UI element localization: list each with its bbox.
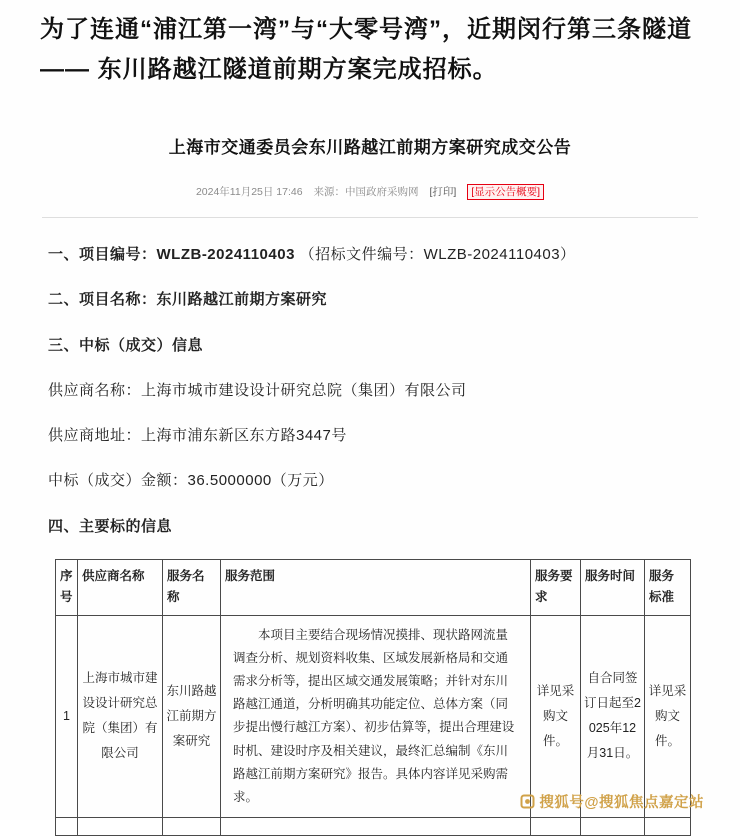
col-header-seq: 序号: [56, 559, 78, 615]
watermark-text: 搜狐号@搜狐焦点嘉定站: [539, 795, 704, 811]
col-header-standard: 服务标准: [645, 559, 691, 615]
col-header-requirement: 服务要求: [531, 559, 581, 615]
announcement-meta: [0, 184, 740, 199]
empty-cell: [78, 817, 163, 835]
sohu-focus-icon: [520, 794, 535, 809]
cell-scope: 本项目主要结合现场情况摸排、现状路网流量调查分析、规划资料收集、区域发展新格局和交通需求分析等，提出区域交通发展策略；并针对东川路越江通道，分析明确其功能定位、总体方案（同步提出慢行越江方案）、初步估算等，提出合理建设时机、建设时序及相关建议，最终汇总编制《东川路越江前期方案研究》报告。具体内容详见采购需求。: [221, 615, 531, 817]
table-empty-row: [56, 817, 691, 835]
table-header-row: [56, 559, 691, 615]
cell-time: 自合同签订日起至2025年12月31日。: [581, 615, 645, 817]
section-project-name: 二、项目名称：东川路越江前期方案研究: [48, 291, 328, 309]
empty-cell: [645, 817, 691, 835]
cell-standard: 详见采购文件。: [645, 615, 691, 817]
print-link[interactable]: [打印]: [429, 186, 457, 199]
section-project-number: [48, 246, 692, 263]
sohu-watermark: [520, 791, 704, 812]
announcement-body: [0, 246, 740, 535]
empty-cell: [221, 817, 531, 835]
empty-cell: [163, 817, 221, 835]
cell-supplier: 上海市城市建设设计研究总院（集团）有限公司: [78, 615, 163, 817]
intro-paragraph: 为了连通“浦江第一湾”与“大零号湾”，近期闵行第三条隧道 —— 东川路越江隧道前期方案完成招标。: [40, 16, 692, 83]
meta-date: 2024年11月25日 17:46: [195, 186, 303, 199]
divider: [42, 217, 698, 218]
empty-cell: [531, 817, 581, 835]
section-award-amount: 中标（成交）金额：36.5000000（万元）: [48, 472, 334, 490]
section-main-subject-heading: 四、主要标的信息: [48, 517, 173, 535]
cell-requirement: 详见采购文件。: [531, 615, 581, 817]
meta-source: 来源：中国政府采购网: [313, 186, 419, 199]
col-header-time: 服务时间: [581, 559, 645, 615]
col-header-scope: 服务范围: [221, 559, 531, 615]
project-number-extra: （招标文件编号：WLZB-2024110403）: [294, 246, 576, 264]
section-supplier-name: 供应商名称：上海市城市建设设计研究总院（集团）有限公司: [48, 381, 467, 399]
section-award-info-heading: 三、中标（成交）信息: [48, 336, 204, 354]
empty-cell: [56, 817, 78, 835]
show-summary-link[interactable]: [显示公告概要]: [467, 184, 544, 200]
cell-service-name: 东川路越江前期方案研究: [163, 615, 221, 817]
col-header-supplier: 供应商名称: [78, 559, 163, 615]
cell-seq: 1: [56, 615, 78, 817]
project-number-label: 一、项目编号：WLZB-2024110403: [48, 246, 295, 264]
empty-cell: [581, 817, 645, 835]
announcement-title: 上海市交通委员会东川路越江前期方案研究成交公告: [168, 138, 572, 158]
section-supplier-address: 供应商地址：上海市浦东新区东方路3447号: [48, 427, 347, 445]
col-header-service-name: 服务名称: [163, 559, 221, 615]
table-row: [56, 615, 691, 817]
